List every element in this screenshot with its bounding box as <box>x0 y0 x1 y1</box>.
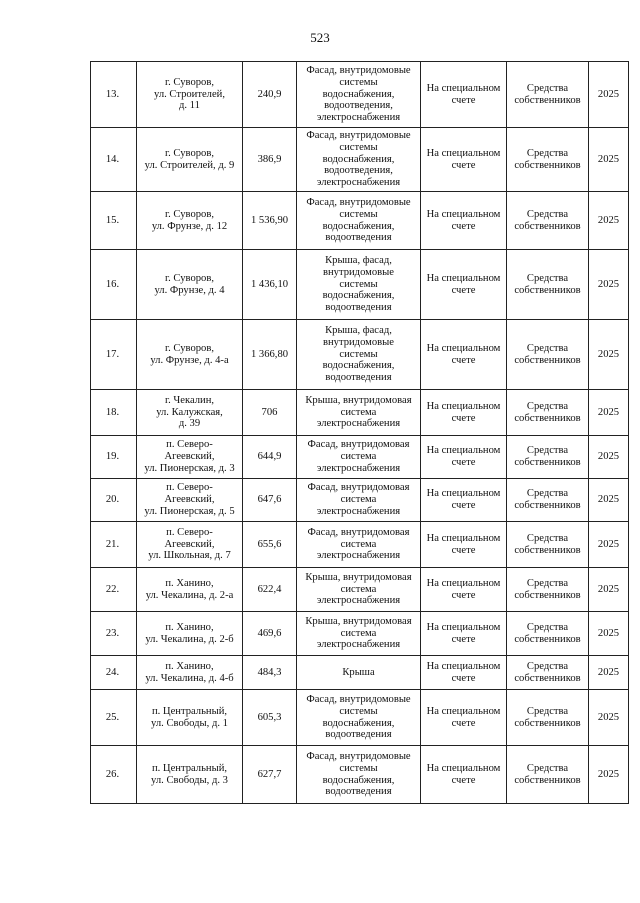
account-type-cell <box>421 192 507 250</box>
address-cell <box>137 612 243 656</box>
works-cell-line: электроснабжения <box>316 595 401 607</box>
works-cell-line: системы <box>339 208 378 220</box>
table-row <box>91 690 629 746</box>
funding-source-cell-line: Средства <box>526 762 569 774</box>
address-cell <box>137 192 243 250</box>
table-row <box>91 436 629 479</box>
address-cell-line: ул. Чекалина, д. 2-б <box>145 633 234 645</box>
address-cell-line: д. 11 <box>179 100 200 112</box>
account-type-cell-line: На специальном <box>426 82 501 94</box>
account-type-cell <box>421 612 507 656</box>
funding-source-cell-line: собственников <box>514 94 581 106</box>
works-cell-line: внутридомовые <box>322 336 394 348</box>
funding-source-cell <box>507 390 589 436</box>
address-cell-line: п. Ханино, <box>165 577 214 589</box>
works-cell-line: водоотведения <box>325 372 392 384</box>
account-type-cell-line: счете <box>451 500 476 511</box>
works-cell-line: системы <box>339 705 378 717</box>
address-cell-line: г. Суворов, <box>164 76 215 88</box>
funding-source-cell-line: собственников <box>514 500 581 511</box>
table-row <box>91 746 629 804</box>
account-type-cell-line: счете <box>451 354 476 366</box>
funding-source-cell-line: собственников <box>514 589 581 601</box>
address-cell-line: п. Ханино, <box>165 621 214 633</box>
account-type-cell-line: счете <box>451 672 476 684</box>
works-cell <box>297 568 421 612</box>
address-cell-line: ул. Фрунзе, д. 4-а <box>150 354 229 366</box>
area-cell: 1 536,90 <box>243 192 297 250</box>
address-cell-line: ул. Фрунзе, д. 12 <box>151 220 228 232</box>
works-cell-line: электроснабжения <box>316 418 401 430</box>
account-type-cell <box>421 690 507 746</box>
area-cell: 469,6 <box>243 612 297 656</box>
account-type-cell-line: счете <box>451 159 476 171</box>
row-number-cell: 14. <box>91 128 137 192</box>
works-cell-line: внутридомовые <box>322 266 394 278</box>
row-number-cell: 23. <box>91 612 137 656</box>
year-cell: 2025 <box>589 436 629 479</box>
works-cell <box>297 746 421 804</box>
table-row <box>91 522 629 568</box>
works-cell-line: системы <box>339 348 378 360</box>
works-cell-line: водоотведения, <box>324 165 393 177</box>
area-cell: 240,9 <box>243 62 297 128</box>
address-cell-line: ул. Фрунзе, д. 4 <box>154 284 225 296</box>
table-row <box>91 250 629 320</box>
address-cell-line: п. Северо- <box>166 482 213 494</box>
row-number-cell: 16. <box>91 250 137 320</box>
account-type-cell-line: На специальном <box>426 621 501 633</box>
funding-source-cell-line: Средства <box>526 577 569 589</box>
account-type-cell-line: счете <box>451 544 476 556</box>
works-cell-line: водоснабжения, <box>322 153 395 165</box>
year-cell: 2025 <box>589 250 629 320</box>
works-cell-line: Фасад, внутридомовые <box>306 693 411 705</box>
address-cell-line: п. Северо- <box>166 439 213 451</box>
year-cell: 2025 <box>589 656 629 690</box>
works-cell-line: Фасад, внутридомовая <box>307 482 410 494</box>
funding-source-cell-line: собственников <box>514 412 581 424</box>
funding-source-cell <box>507 568 589 612</box>
address-cell-line: Агеевский, <box>164 451 215 463</box>
funding-source-cell-line: Средства <box>526 82 569 94</box>
funding-source-cell-line: Средства <box>526 532 569 544</box>
works-cell <box>297 656 421 690</box>
table-row <box>91 390 629 436</box>
account-type-cell <box>421 522 507 568</box>
address-cell <box>137 62 243 128</box>
works-cell <box>297 128 421 192</box>
area-cell: 706 <box>243 390 297 436</box>
works-cell-line: Крыша, внутридомовая <box>305 571 412 583</box>
address-cell-line: Агеевский, <box>164 494 215 506</box>
works-cell-line: Крыша, внутридомовая <box>305 615 412 627</box>
address-cell <box>137 250 243 320</box>
row-number-cell: 26. <box>91 746 137 804</box>
table-row <box>91 568 629 612</box>
works-cell <box>297 612 421 656</box>
works-cell-line: система <box>340 583 377 595</box>
works-cell-line: электроснабжения <box>316 177 401 189</box>
account-type-cell-line: На специальном <box>426 762 501 774</box>
funding-source-cell-line: Средства <box>526 400 569 412</box>
works-cell-line: системы <box>339 141 378 153</box>
address-cell-line: д. 39 <box>178 418 201 430</box>
table-row <box>91 320 629 390</box>
works-cell-line: Крыша, внутридомовая <box>305 394 412 406</box>
funding-source-cell <box>507 479 589 522</box>
area-cell: 1 436,10 <box>243 250 297 320</box>
address-cell-line: ул. Чекалина, д. 2-а <box>145 589 234 601</box>
address-cell <box>137 568 243 612</box>
address-cell <box>137 690 243 746</box>
address-cell-line: г. Суворов, <box>164 342 215 354</box>
works-cell-line: водоотведения <box>325 302 392 314</box>
account-type-cell <box>421 128 507 192</box>
row-number-cell: 19. <box>91 436 137 479</box>
address-cell-line: п. Северо- <box>166 526 213 538</box>
account-type-cell-line: счете <box>451 412 476 424</box>
row-number-cell: 25. <box>91 690 137 746</box>
works-cell-line: Фасад, внутридомовая <box>307 526 410 538</box>
account-type-cell-line: счете <box>451 633 476 645</box>
address-cell-line: ул. Калужская, <box>156 406 223 418</box>
account-type-cell-line: счете <box>451 284 476 296</box>
works-cell-line: водоотведения <box>325 786 392 798</box>
works-cell-line: система <box>340 451 377 463</box>
table-row <box>91 62 629 128</box>
works-cell <box>297 62 421 128</box>
year-cell: 2025 <box>589 568 629 612</box>
address-cell <box>137 128 243 192</box>
account-type-cell-line: счете <box>451 589 476 601</box>
account-type-cell <box>421 250 507 320</box>
works-cell <box>297 690 421 746</box>
year-cell: 2025 <box>589 522 629 568</box>
address-cell <box>137 390 243 436</box>
account-type-cell-line: На специальном <box>426 488 501 500</box>
funding-source-cell-line: Средства <box>526 660 569 672</box>
address-cell-line: ул. Пионерская, д. 3 <box>144 462 235 474</box>
works-cell <box>297 436 421 479</box>
funding-source-cell-line: собственников <box>514 774 581 786</box>
year-cell: 2025 <box>589 390 629 436</box>
funding-source-cell <box>507 320 589 390</box>
area-cell: 627,7 <box>243 746 297 804</box>
works-cell-line: система <box>340 406 377 418</box>
account-type-cell-line: счете <box>451 774 476 786</box>
works-cell-line: Крыша <box>342 666 375 678</box>
funding-source-cell <box>507 250 589 320</box>
works-cell-line: Фасад, внутридомовые <box>306 196 411 208</box>
works-cell-line: электроснабжения <box>316 112 401 124</box>
funding-source-cell-line: собственников <box>514 159 581 171</box>
works-cell-line: Крыша, фасад, <box>325 255 392 266</box>
works-cell-line: водоотведения, <box>324 100 393 112</box>
account-type-cell-line: На специальном <box>426 577 501 589</box>
funding-source-cell <box>507 522 589 568</box>
works-cell <box>297 522 421 568</box>
funding-source-cell-line: Средства <box>526 488 569 500</box>
account-type-cell <box>421 62 507 128</box>
year-cell: 2025 <box>589 479 629 522</box>
address-cell-line: ул. Чекалина, д. 4-б <box>145 672 234 684</box>
funding-source-cell-line: Средства <box>526 705 569 717</box>
account-type-cell-line: На специальном <box>426 532 501 544</box>
table-row <box>91 128 629 192</box>
works-cell-line: водоотведения <box>325 232 392 244</box>
row-number-cell: 20. <box>91 479 137 522</box>
address-cell-line: ул. Строителей, д. 9 <box>144 159 235 171</box>
works-cell-line: Фасад, внутридомовые <box>306 65 411 76</box>
address-cell-line: ул. Пионерская, д. 5 <box>144 505 235 517</box>
funding-source-cell <box>507 62 589 128</box>
address-cell-line: ул. Свободы, д. 1 <box>151 717 228 729</box>
works-cell-line: электроснабжения <box>316 550 401 562</box>
funding-source-cell-line: Средства <box>526 147 569 159</box>
row-number-cell: 18. <box>91 390 137 436</box>
row-number-cell: 21. <box>91 522 137 568</box>
works-cell-line: система <box>340 627 377 639</box>
funding-source-cell-line: Средства <box>526 272 569 284</box>
table-row <box>91 612 629 656</box>
works-cell-line: водоснабжения, <box>322 220 395 232</box>
address-cell-line: ул. Строителей, <box>153 88 225 100</box>
address-cell <box>137 746 243 804</box>
account-type-cell-line: счете <box>451 457 476 468</box>
address-cell-line: ул. Школьная, д. 7 <box>148 550 231 562</box>
funding-source-cell <box>507 436 589 479</box>
account-type-cell <box>421 746 507 804</box>
works-cell-line: Фасад, внутридомовая <box>307 439 410 451</box>
works-cell-line: системы <box>339 278 378 290</box>
repair-program-table <box>90 61 629 804</box>
area-cell: 484,3 <box>243 656 297 690</box>
funding-source-cell-line: собственников <box>514 633 581 645</box>
funding-source-cell-line: Средства <box>526 445 569 457</box>
works-cell-line: водоотведения <box>325 729 392 741</box>
row-number-cell: 17. <box>91 320 137 390</box>
year-cell: 2025 <box>589 128 629 192</box>
row-number-cell: 15. <box>91 192 137 250</box>
account-type-cell-line: На специальном <box>426 400 501 412</box>
works-cell-line: Крыша, фасад, <box>325 325 392 336</box>
account-type-cell <box>421 320 507 390</box>
funding-source-cell <box>507 746 589 804</box>
works-cell <box>297 320 421 390</box>
account-type-cell <box>421 568 507 612</box>
works-cell-line: водоснабжения, <box>322 290 395 302</box>
account-type-cell-line: На специальном <box>426 272 501 284</box>
address-cell-line: ул. Свободы, д. 3 <box>151 774 228 786</box>
table-row <box>91 192 629 250</box>
year-cell: 2025 <box>589 612 629 656</box>
works-cell-line: Фасад, внутридомовые <box>306 130 411 141</box>
funding-source-cell-line: собственников <box>514 717 581 729</box>
account-type-cell-line: счете <box>451 717 476 729</box>
works-cell-line: водоснабжения, <box>322 774 395 786</box>
works-cell-line: электроснабжения <box>316 505 401 517</box>
works-cell-line: водоснабжения, <box>322 360 395 372</box>
account-type-cell <box>421 436 507 479</box>
table-row <box>91 479 629 522</box>
funding-source-cell <box>507 690 589 746</box>
funding-source-cell-line: собственников <box>514 354 581 366</box>
address-cell-line: п. Центральный, <box>151 762 228 774</box>
works-cell <box>297 479 421 522</box>
address-cell <box>137 656 243 690</box>
year-cell: 2025 <box>589 690 629 746</box>
works-cell-line: системы <box>339 76 378 88</box>
funding-source-cell <box>507 128 589 192</box>
funding-source-cell-line: Средства <box>526 208 569 220</box>
table-row <box>91 656 629 690</box>
funding-source-cell-line: собственников <box>514 220 581 232</box>
row-number-cell: 22. <box>91 568 137 612</box>
funding-source-cell <box>507 656 589 690</box>
works-cell-line: система <box>340 494 377 506</box>
funding-source-cell-line: собственников <box>514 544 581 556</box>
address-cell <box>137 436 243 479</box>
address-cell <box>137 320 243 390</box>
row-number-cell: 24. <box>91 656 137 690</box>
address-cell-line: п. Центральный, <box>151 705 228 717</box>
works-cell-line: электроснабжения <box>316 462 401 474</box>
address-cell-line: г. Суворов, <box>164 147 215 159</box>
area-cell: 655,6 <box>243 522 297 568</box>
funding-source-cell <box>507 612 589 656</box>
area-cell: 1 366,80 <box>243 320 297 390</box>
funding-source-cell-line: Средства <box>526 342 569 354</box>
account-type-cell-line: На специальном <box>426 660 501 672</box>
address-cell-line: Агеевский, <box>164 538 215 550</box>
area-cell: 644,9 <box>243 436 297 479</box>
address-cell-line: г. Чекалин, <box>164 394 215 406</box>
funding-source-cell <box>507 192 589 250</box>
works-cell-line: система <box>340 538 377 550</box>
account-type-cell-line: На специальном <box>426 445 501 457</box>
works-cell-line: водоснабжения, <box>322 88 395 100</box>
area-cell: 605,3 <box>243 690 297 746</box>
address-cell-line: г. Суворов, <box>164 208 215 220</box>
page-number: 523 <box>310 30 330 45</box>
year-cell: 2025 <box>589 746 629 804</box>
works-cell <box>297 192 421 250</box>
account-type-cell-line: счете <box>451 220 476 232</box>
year-cell: 2025 <box>589 62 629 128</box>
funding-source-cell-line: собственников <box>514 284 581 296</box>
area-cell: 647,6 <box>243 479 297 522</box>
account-type-cell-line: На специальном <box>426 208 501 220</box>
works-cell-line: водоснабжения, <box>322 717 395 729</box>
funding-source-cell-line: собственников <box>514 672 581 684</box>
account-type-cell <box>421 656 507 690</box>
address-cell-line: г. Суворов, <box>164 272 215 284</box>
account-type-cell-line: На специальном <box>426 342 501 354</box>
row-number-cell: 13. <box>91 62 137 128</box>
year-cell: 2025 <box>589 192 629 250</box>
address-cell <box>137 479 243 522</box>
works-cell-line: Фасад, внутридомовые <box>306 750 411 762</box>
year-cell: 2025 <box>589 320 629 390</box>
area-cell: 386,9 <box>243 128 297 192</box>
account-type-cell <box>421 479 507 522</box>
address-cell <box>137 522 243 568</box>
account-type-cell-line: На специальном <box>426 147 501 159</box>
works-cell-line: системы <box>339 762 378 774</box>
address-cell-line: п. Ханино, <box>165 660 214 672</box>
area-cell: 622,4 <box>243 568 297 612</box>
works-cell <box>297 250 421 320</box>
works-cell <box>297 390 421 436</box>
account-type-cell <box>421 390 507 436</box>
works-cell-line: электроснабжения <box>316 639 401 651</box>
funding-source-cell-line: собственников <box>514 457 581 468</box>
funding-source-cell-line: Средства <box>526 621 569 633</box>
account-type-cell-line: На специальном <box>426 705 501 717</box>
account-type-cell-line: счете <box>451 94 476 106</box>
